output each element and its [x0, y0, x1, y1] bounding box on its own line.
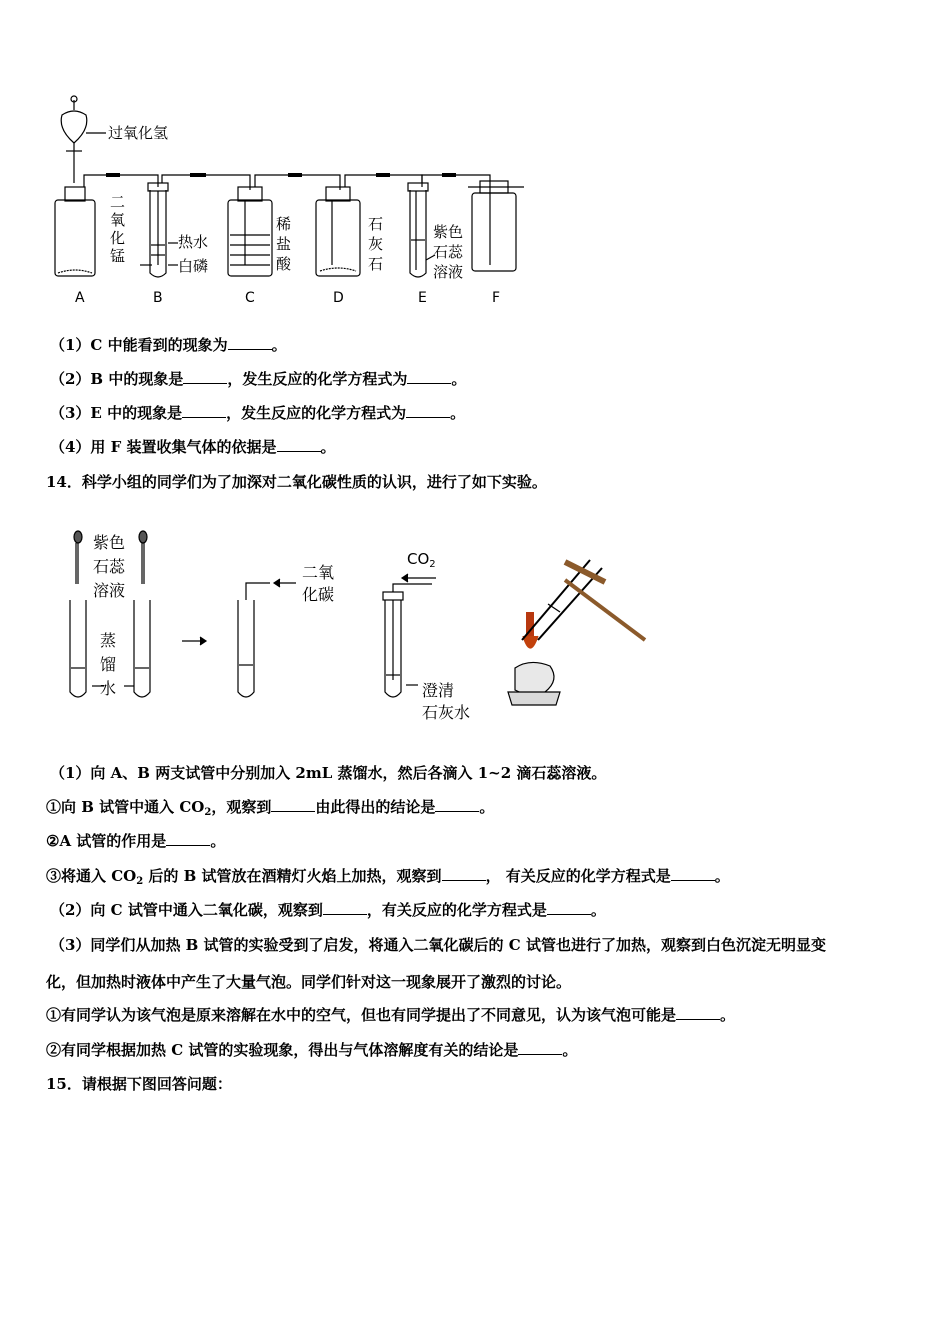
fig2-limewater-1: 澄清 — [422, 681, 455, 700]
label-litmus-3: 溶液 — [433, 263, 464, 281]
q14-p9: ②有同学根据加热 C 试管的实验现象，得出与气体溶解度有关的结论是 。 — [46, 1041, 578, 1059]
fig2-litmus-2: 石蕊 — [93, 557, 126, 576]
fig2-co2-formula: $CO_2$ — [407, 550, 436, 570]
answer-blank[interactable] — [676, 1005, 720, 1020]
fig2-water-2: 馏 — [100, 655, 117, 674]
label-white-phosphorus: 白磷 — [178, 257, 209, 275]
fig2-co2-1: 二氧 — [302, 563, 335, 582]
label-mno2-1: 二 — [110, 193, 126, 211]
answer-blank[interactable] — [547, 900, 591, 915]
q13-1: （1）C 中能看到的现象为 。 — [50, 336, 287, 354]
letter-e: E — [418, 290, 427, 306]
fig2-co2-2: 化碳 — [302, 585, 335, 604]
label-limestone-1: 石 — [368, 215, 384, 233]
q14-p6: （3）同学们从加热 B 试管的实验受到了启发，将通入二氧化碳后的 C 试管也进行了加热，观察到白色沉淀无明显变 — [50, 936, 826, 954]
q14-p3: ②A 试管的作用是 。 — [46, 832, 226, 850]
answer-blank[interactable] — [277, 437, 321, 452]
answer-blank[interactable] — [323, 900, 367, 915]
co2-experiment-figure — [60, 520, 660, 735]
answer-blank[interactable] — [182, 403, 226, 418]
q13-4: （4）用 F 装置收集气体的依据是 。 — [50, 438, 336, 456]
fig2-limewater-2: 石灰水 — [422, 703, 471, 722]
answer-blank[interactable] — [183, 369, 227, 384]
label-mno2-3: 化 — [110, 229, 126, 247]
answer-blank[interactable] — [406, 403, 450, 418]
label-litmus-2: 石蕊 — [433, 243, 464, 261]
fig2-water-3: 水 — [100, 679, 117, 698]
fig2-litmus-1: 紫色 — [93, 533, 126, 552]
answer-blank[interactable] — [271, 797, 315, 812]
answer-blank[interactable] — [407, 369, 451, 384]
label-hcl-2: 盐 — [276, 235, 292, 253]
q14-p4: ③将通入 $CO_2$ 后的 B 试管放在酒精灯火焰上加热，观察到 ， 有关反应的化学方程式是 。 — [46, 867, 730, 887]
label-limestone-3: 石 — [368, 255, 384, 273]
letter-d: D — [333, 290, 344, 306]
answer-blank[interactable] — [671, 866, 715, 881]
letter-b: B — [153, 290, 163, 306]
fig2-litmus-3: 溶液 — [93, 581, 126, 600]
q13-2: （2）B 中的现象是 ，发生反应的化学方程式为 。 — [50, 370, 467, 388]
label-limestone-2: 灰 — [368, 235, 384, 253]
q15-title: 15．请根据下图回答问题： — [46, 1075, 232, 1093]
answer-blank[interactable] — [442, 866, 486, 881]
letter-c: C — [245, 290, 255, 306]
label-peroxide: 过氧化氢 — [108, 124, 169, 142]
q14-p7: 化，但加热时液体中产生了大量气泡。同学们针对这一现象展开了激烈的讨论。 — [46, 973, 572, 991]
answer-blank[interactable] — [166, 831, 210, 846]
answer-blank[interactable] — [435, 797, 479, 812]
q14-p1: （1）向 A、B 两支试管中分别加入 2mL 蒸馏水，然后各滴入 1~2 滴石蕊溶液。 — [50, 764, 607, 782]
q13-3: （3）E 中的现象是 ，发生反应的化学方程式为 。 — [50, 404, 466, 422]
q14-p2: ①向 B 试管中通入 $CO_2$，观察到 由此得出的结论是 。 — [46, 798, 495, 818]
letter-a: A — [75, 290, 85, 306]
answer-blank[interactable] — [228, 335, 272, 350]
label-hcl-3: 酸 — [276, 255, 292, 273]
letter-f: F — [492, 290, 501, 306]
label-hcl-1: 稀 — [276, 215, 292, 233]
answer-blank[interactable] — [518, 1040, 562, 1055]
q14-p5: （2）向 C 试管中通入二氧化碳，观察到 ，有关反应的化学方程式是 。 — [50, 901, 606, 919]
label-mno2-4: 锰 — [110, 247, 126, 265]
label-litmus-1: 紫色 — [433, 223, 464, 241]
fig2-water-1: 蒸 — [100, 631, 117, 650]
label-mno2-2: 氧 — [110, 211, 126, 229]
q14-p8: ①有同学认为该气泡是原来溶解在水中的空气，但也有同学提出了不同意见，认为该气泡可能是 。 — [46, 1006, 736, 1024]
q14-title: 14．科学小组的同学们为了加深对二氧化碳性质的认识，进行了如下实验。 — [46, 473, 547, 491]
apparatus-figure-1 — [40, 95, 540, 310]
label-hot-water: 热水 — [178, 233, 209, 251]
